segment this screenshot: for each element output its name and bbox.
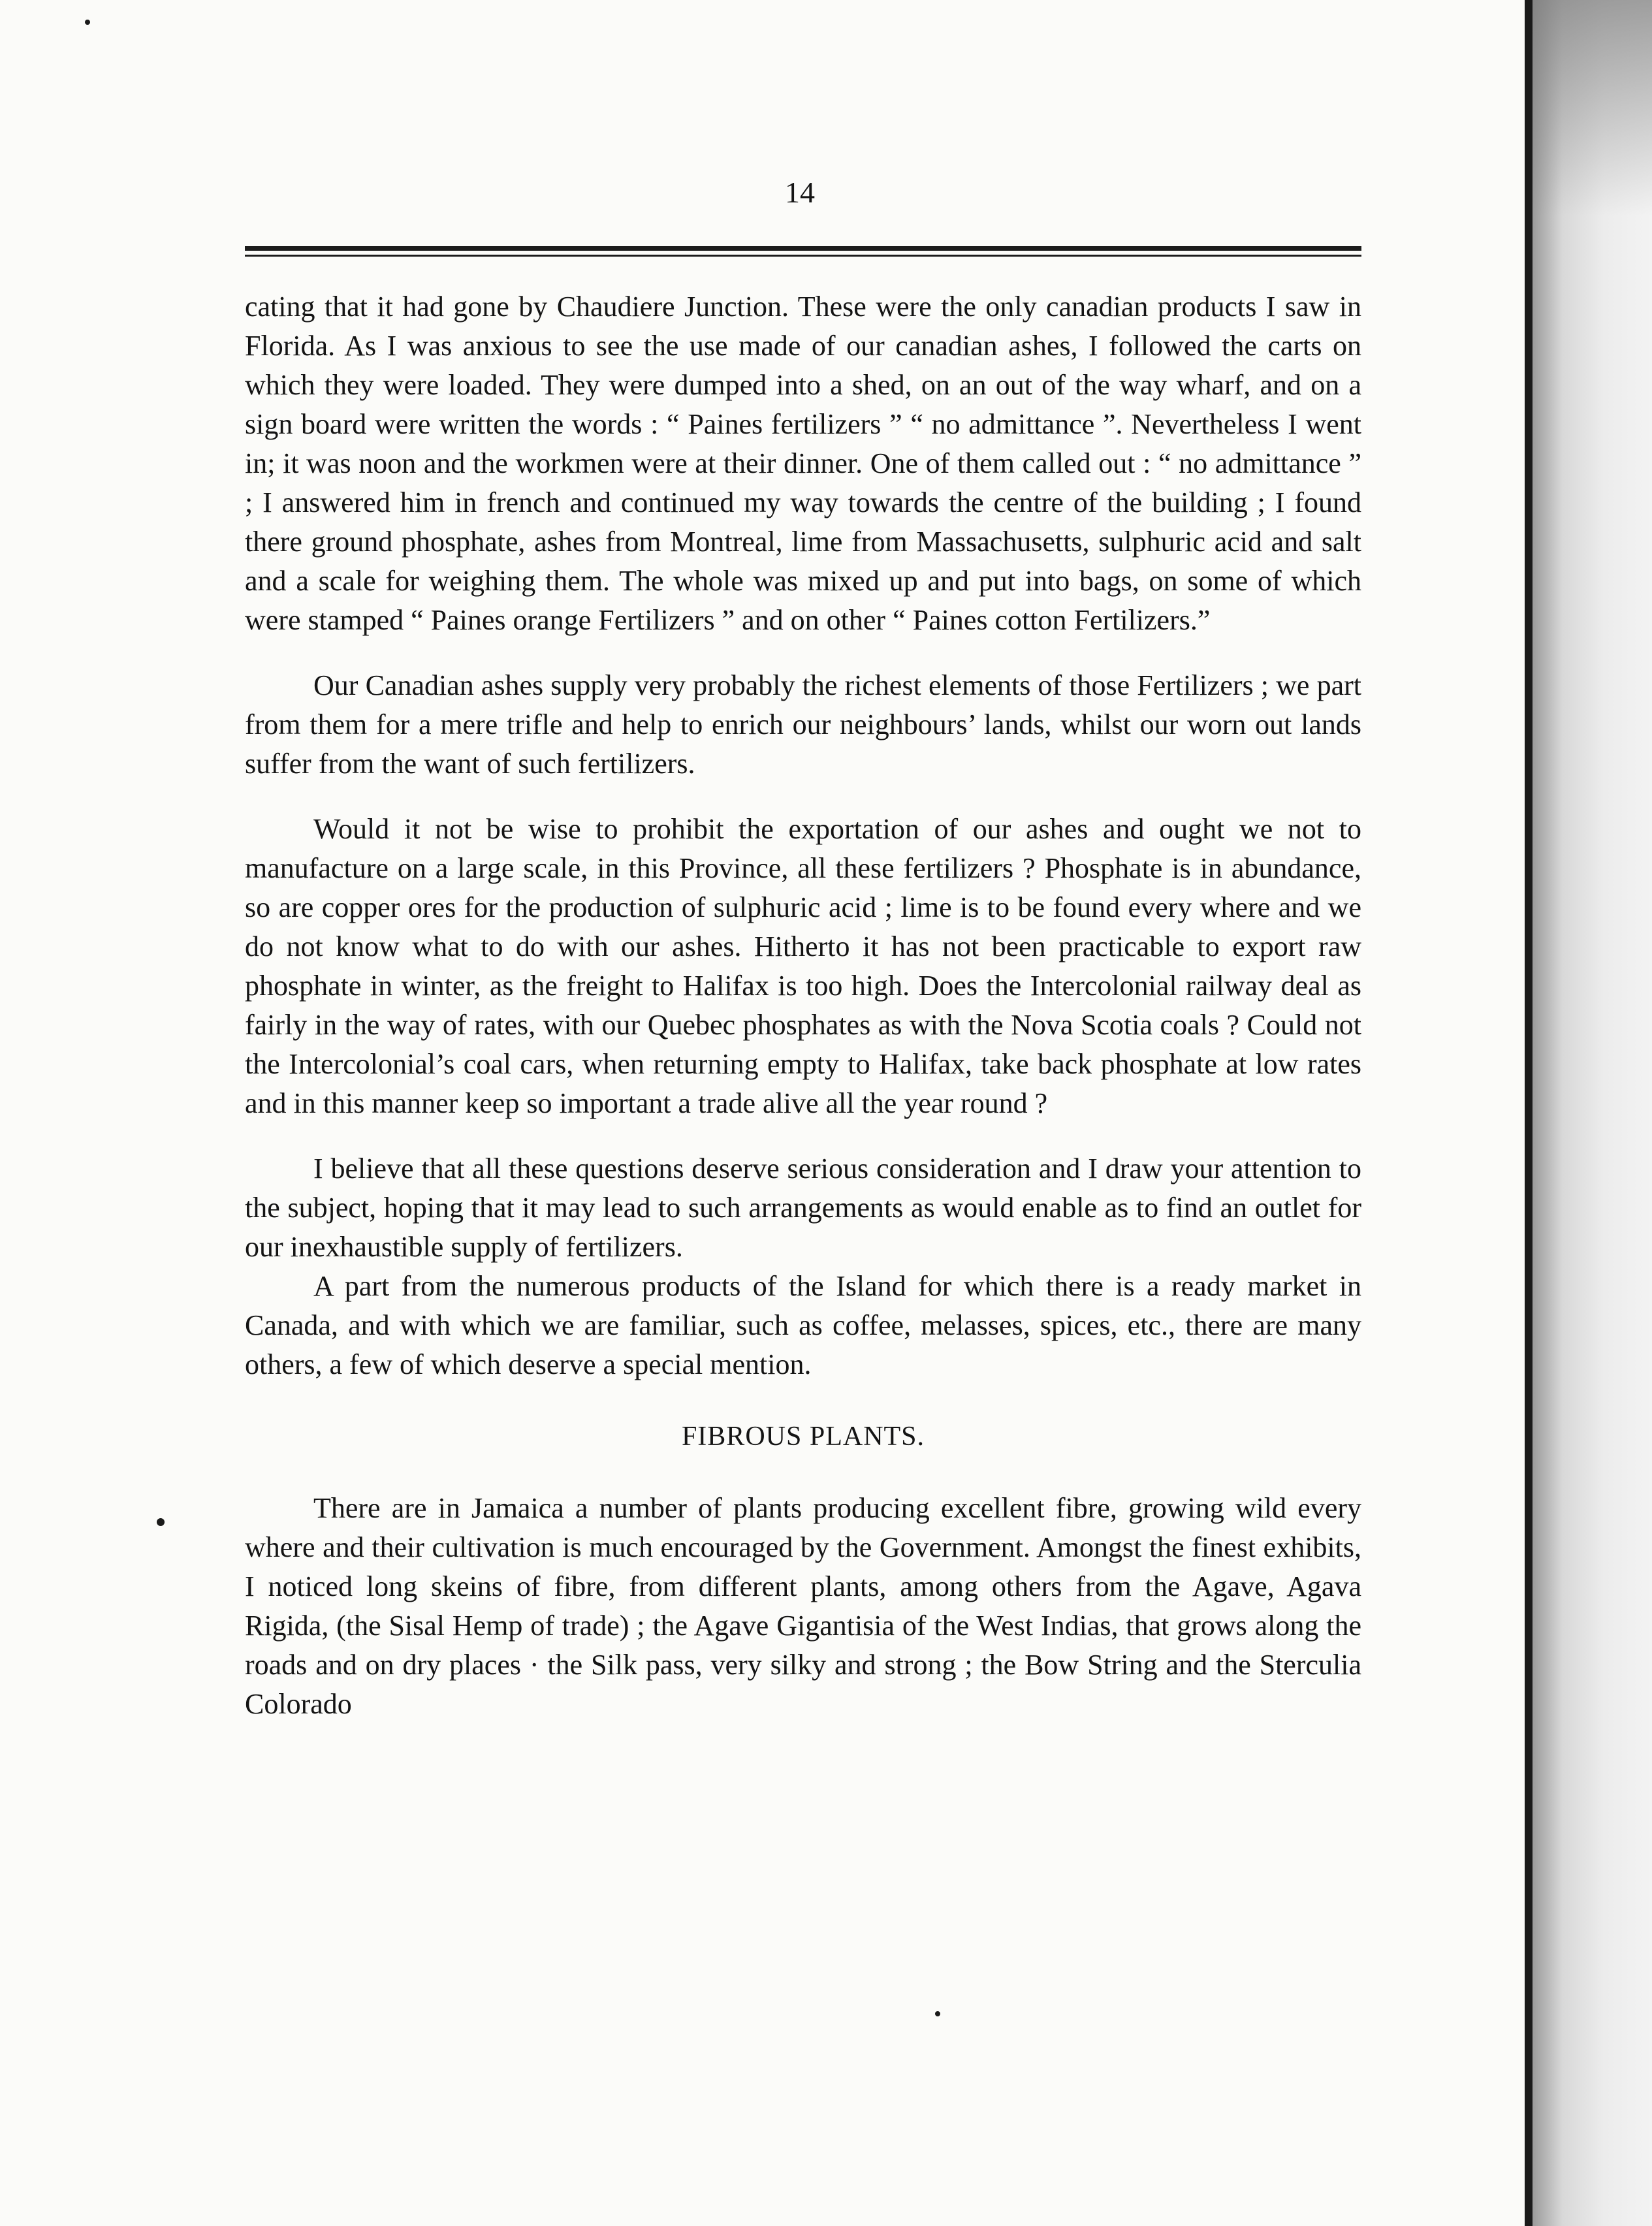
body-text	[245, 287, 1361, 1724]
speck-mark	[935, 2011, 940, 2016]
section-heading: FIBROUS PLANTS.	[681, 1422, 925, 1452]
page-curl-shadow	[1533, 0, 1652, 215]
paragraph: cating that it had gone by Chaudiere Junction. These were the only canadian products I saw in Florida. As I was anxious to see the use made of our canadian ashes, I followed the carts on which they were loaded. They were dumped into a shed, on an out of the way wharf, and on a sign board were written the words : “ Paines fertilizers ” “ no admittance ”. Nevertheless I went in; it was noon and the workmen were at their dinner. One of them called out : “ no admittance ” ; I answered him in french and continued my way towards the centre of the building ; I found there ground phosphate, ashes from Montreal, lime from Massachusetts, sulphuric acid and salt and a scale for weighing them. The whole was mixed up and put into bags, on some of which were stamped “ Paines orange Fertilizers ” and on other “ Paines cotton Fertilizers.”	[245, 291, 1361, 636]
page-number: 14	[785, 176, 815, 209]
scan-margin	[1533, 0, 1652, 2226]
page-edge	[1525, 0, 1533, 2226]
paragraph: There are in Jamaica a number of plants producing excellent fibre, growing wild every where and their cultivation is much encouraged by the Government. Amongst the finest exhibits, I noticed long skeins of fibre, from different plants, among others from the Agave, Agava Rigida, (the Sisal Hemp of trade) ; the Agave Gigantisia of the West Indias, that grows along the roads and on dry places · the Silk pass, very silky and strong ; the Bow String and the Sterculia Colorado	[245, 1492, 1361, 1720]
paragraph: A part from the numerous products of the Island for which there is a ready market in Canada, and with which we are familiar, such as coffee, melasses, spices, etc., there are many others, a few of which deserve a special mention.	[245, 1270, 1361, 1380]
speck-mark	[157, 1518, 165, 1526]
paragraph: I believe that all these questions deserve serious consideration and I draw your attention to the subject, hoping that it may lead to such arrangements as would enable as to find an outlet for our inexhaustible supply of fertilizers.	[245, 1153, 1361, 1263]
paragraph: Would it not be wise to prohibit the exportation of our ashes and ought we not to manufacture on a large scale, in this Province, all these fertilizers ? Phosphate is in abundance, so are copper ores for the production of sulphuric acid ; lime is to be found every where and we do not know what to do with our ashes. Hitherto it has not been practicable to export raw phosphate in winter, as the freight to Halifax is too high. Does the Intercolonial railway deal as fairly in the way of rates, with our Quebec phosphates as with the Nova Scotia coals ? Could not the Intercolonial’s coal cars, when returning empty to Halifax, take back phosphate at low rates and in this manner keep so important a trade alive all the year round ?	[245, 813, 1361, 1119]
header-rule	[245, 246, 1361, 251]
header-rule-thin	[245, 255, 1361, 257]
speck-mark	[85, 20, 90, 25]
paragraph: Our Canadian ashes supply very probably the richest elements of those Fertilizers ; we part from them for a mere trifle and help to enrich our neighbours’ lands, whilst our worn out lands suffer from the want of such fertilizers.	[245, 669, 1361, 780]
